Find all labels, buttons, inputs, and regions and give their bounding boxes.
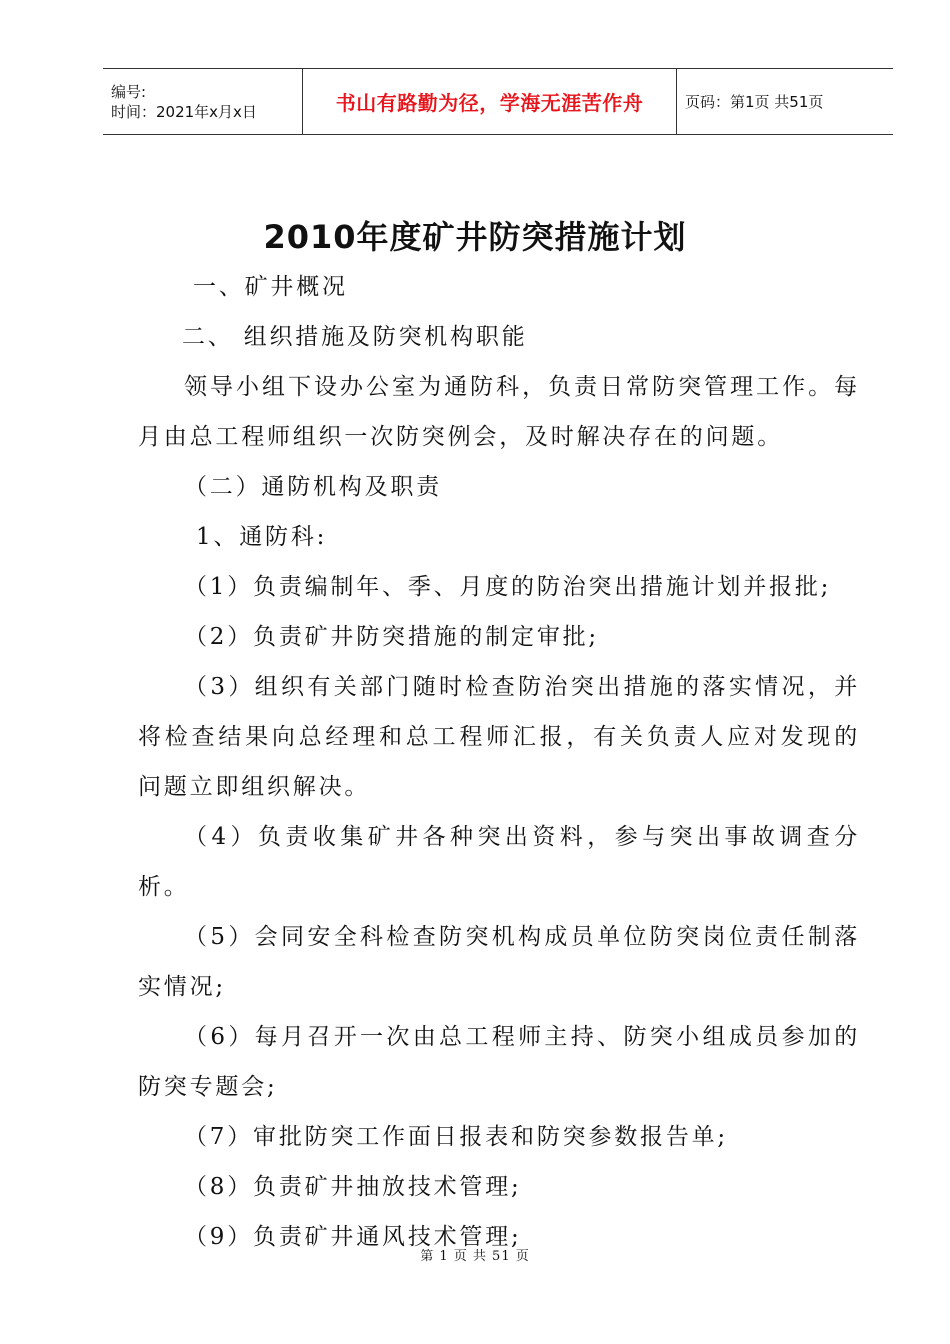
duty-item: （6）每月召开一次由总工程师主持、防突小组成员参加的防突专题会; <box>138 1024 860 1100</box>
page-header <box>103 68 893 135</box>
header-meta-cell <box>103 69 303 134</box>
duty-item: （3）组织有关部门随时检查防治突出措施的落实情况，并将检查结果向总经理和总工程师汇报，有关负责人应对发现的问题立即组织解决。 <box>138 674 860 800</box>
document-number-label: 编号: <box>111 82 147 101</box>
duty-item: （9）负责矿井通风技术管理; <box>184 1224 522 1250</box>
document-title: 2010年度矿井防突措施计划 <box>263 218 687 256</box>
document-body <box>138 262 860 1262</box>
duty-item: （1）负责编制年、季、月度的防治突出措施计划并报批; <box>184 574 832 600</box>
paragraph-leadership: 领导小组下设办公室为通防科，负责日常防突管理工作。每月由总工程师组织一次防突例会，及时解决存在的问题。 <box>138 374 860 450</box>
item-ventilation-dept: 1、通防科: <box>196 524 328 550</box>
duty-item: （5）会同安全科检查防突机构成员单位防突岗位责任制落实情况; <box>138 924 860 1000</box>
header-motto: 书山有路勤为径，学海无涯苦作舟 <box>303 69 677 134</box>
duty-item: （4）负责收集矿井各种突出资料，参与突出事故调查分析。 <box>138 824 860 900</box>
page-footer: 第 1 页 共 51 页 <box>420 1249 530 1264</box>
duty-item: （2）负责矿井防突措施的制定审批; <box>184 624 599 650</box>
document-time-label: 时间：2021年x月x日 <box>111 102 257 121</box>
header-page-info: 页码：第1页 共51页 <box>685 93 824 111</box>
duty-item: （8）负责矿井抽放技术管理; <box>184 1174 522 1200</box>
section-heading-organization: 二、 组织措施及防突机构职能 <box>182 324 528 350</box>
subsection-heading-ventilation: （二）通防机构及职责 <box>184 474 442 500</box>
duty-item: （7）审批防突工作面日报表和防突参数报告单; <box>184 1124 728 1150</box>
section-heading-overview: 一、矿井概况 <box>193 274 348 300</box>
